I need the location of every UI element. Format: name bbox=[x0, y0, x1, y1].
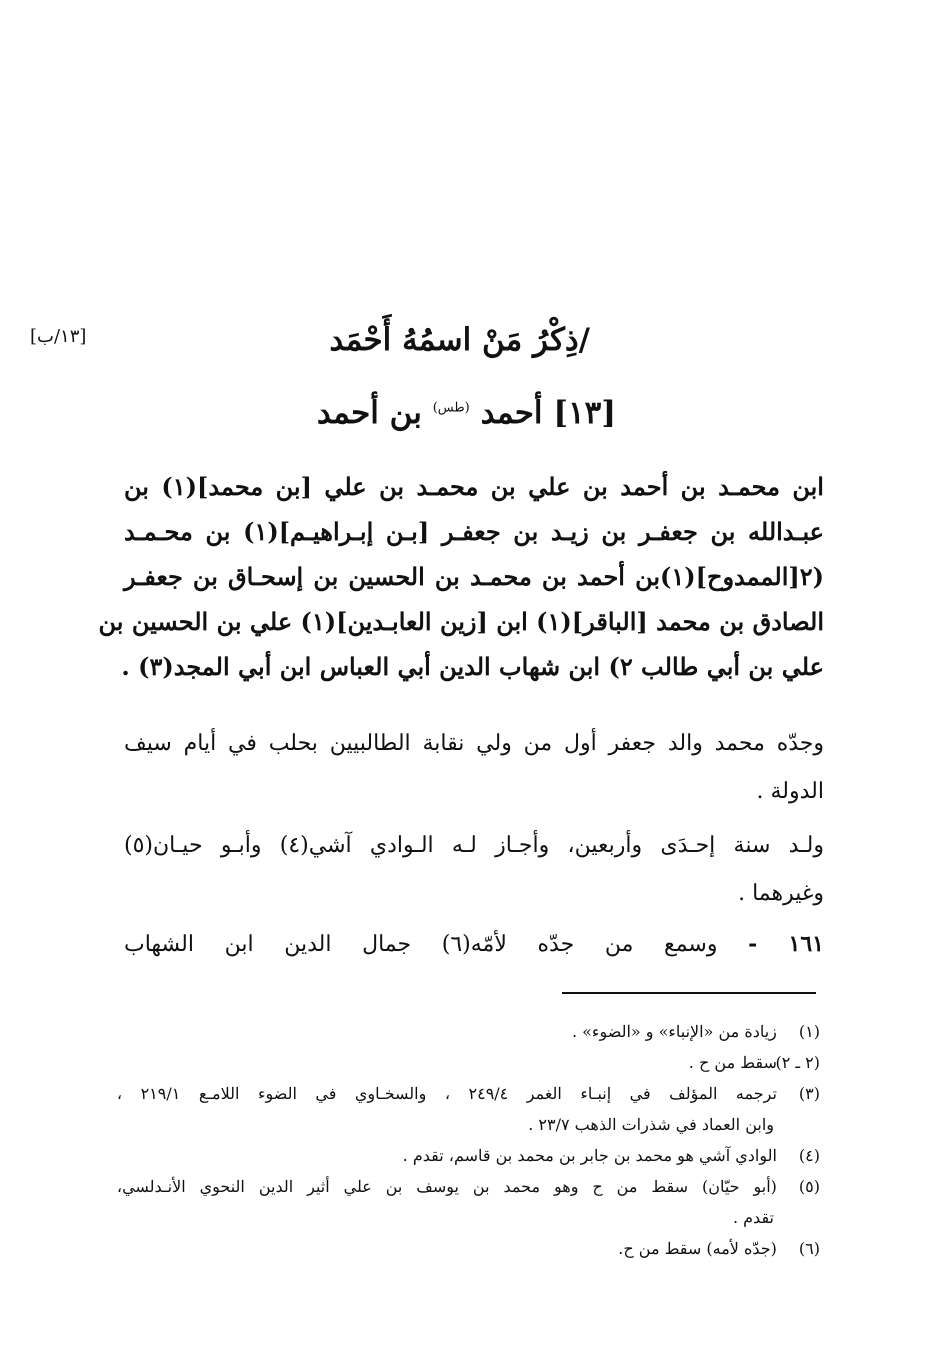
footnote-5 bbox=[116, 1171, 820, 1202]
footnote-text: سقط من ح . bbox=[688, 1053, 777, 1072]
paragraph-line bbox=[124, 920, 824, 969]
paragraph-line: وغيرهما . bbox=[738, 881, 824, 906]
lineage-line: ابن محمـد بن أحمد بن علي بن محمـد بن علي [بن محمد](١) بن bbox=[124, 472, 824, 501]
footnote-number: (٤) bbox=[798, 1146, 820, 1165]
footnote-number: (٣) bbox=[798, 1084, 820, 1103]
lineage-line: الصادق بن محمد [الباقر](١) ابن [زين العابـدين](١) علي بن الحسين بن bbox=[98, 607, 824, 636]
footnote-continuation: وابن العماد في شذرات الذهب ٢٣/٧ . bbox=[528, 1115, 774, 1134]
footnote-text: (جدّه لأمه) سقط من ح. bbox=[618, 1239, 777, 1258]
paragraph-grandfather bbox=[124, 720, 824, 816]
entry-title bbox=[300, 395, 616, 431]
paragraph-birth bbox=[124, 822, 824, 918]
entry-number: [١٣] bbox=[553, 395, 616, 431]
paragraph-line: ولـد سنة إحـدَى وأربعين، وأجـاز لـه الـوادي آشي(٤) وأبـو حيـان(٥) bbox=[124, 833, 824, 858]
lineage-paragraph bbox=[98, 464, 824, 689]
paragraph-line: الدولة . bbox=[756, 779, 824, 804]
footnote-3 bbox=[116, 1078, 820, 1109]
footnote-text: (أبو حيّان) سقط من ح وهو محمد بن يوسف بن علي أثير الدين النحوي الأنـدلسي، bbox=[116, 1177, 777, 1196]
footnote-number: (٦) bbox=[798, 1239, 820, 1258]
footnote-number: (٢ ـ ٢) bbox=[775, 1053, 820, 1072]
lineage-line: (٢[الممدوح](١)بن أحمد بن محمـد بن الحسين بن إسحـاق بن جعفـر bbox=[124, 562, 824, 591]
section-title: /ذِكْرُ مَنْ اسمُهُ أَحْمَد bbox=[329, 322, 590, 358]
paragraph-heard bbox=[124, 920, 824, 969]
lineage-line: عبـدالله بن جعفـر بن زيـد بن جعفـر [بـن إبـراهيـم](١) بن محـمـد bbox=[124, 517, 824, 546]
footnote-4 bbox=[120, 1140, 820, 1171]
footnotes bbox=[116, 1016, 820, 1264]
lineage-line: علي بن أبي طالب ٢) ابن شهاب الدين أبي العباس ابن أبي المجد(٣) . bbox=[121, 652, 824, 681]
footnote-separator bbox=[562, 992, 816, 994]
footnote-number: (١) bbox=[798, 1022, 820, 1041]
paragraph-line: وجدّه محمد والد جعفر أول من ولي نقابة الطالبيين بحلب في أيام سيف bbox=[124, 731, 824, 756]
paragraph-number: ١٦١ - bbox=[748, 931, 824, 957]
footnote-text: زيادة من «الإنباء» و «الضوء» . bbox=[571, 1022, 777, 1041]
footnote-2 bbox=[120, 1047, 820, 1078]
entry-name-rest: بن أحمد bbox=[316, 395, 422, 431]
footnote-number: (٥) bbox=[798, 1177, 820, 1196]
entry-siglum: (طس) bbox=[432, 400, 470, 416]
footnote-6 bbox=[120, 1233, 820, 1264]
footnote-continuation: تقدم . bbox=[732, 1208, 774, 1227]
folio-marker: [١٣/ب] bbox=[30, 326, 87, 347]
paragraph-text: وسمع من جدّه لأمّه(٦) جمال الدين ابن الشهاب bbox=[124, 932, 718, 957]
entry-name: أحمد bbox=[480, 395, 543, 431]
footnote-text: الوادي آشي هو محمد بن جابر بن محمد بن قاسم، تقدم . bbox=[402, 1146, 777, 1165]
footnote-text: ترجمه المؤلف في إنبـاء الغمر ٢٤٩/٤ ، والسخـاوي في الضوء اللامـع ٢١٩/١ ، bbox=[116, 1084, 777, 1103]
footnote-1 bbox=[120, 1016, 820, 1047]
